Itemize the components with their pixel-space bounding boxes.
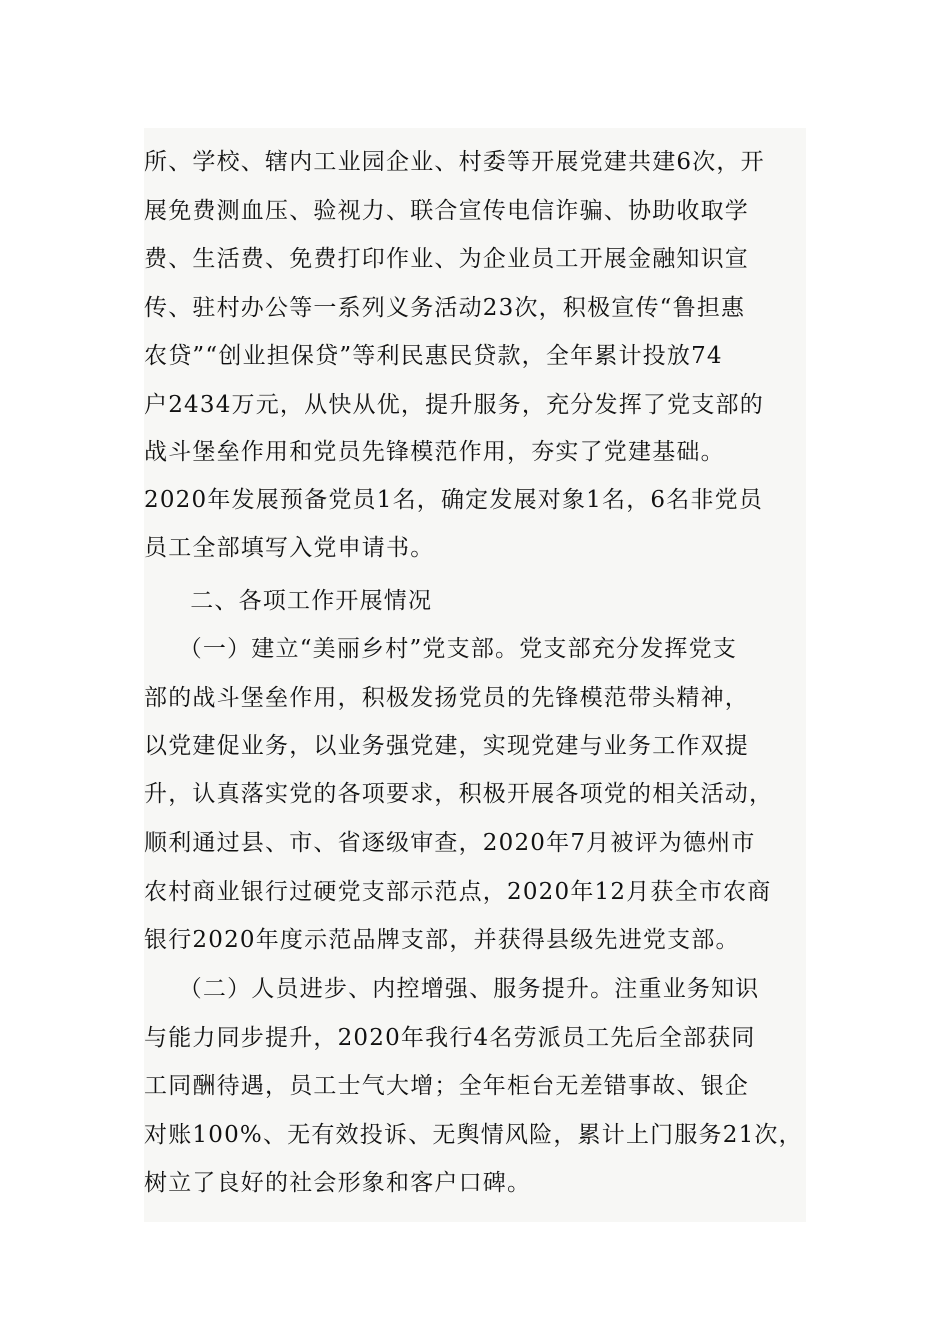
text-line: 农贷”“创业担保贷”等利民惠民贷款，全年累计投放74 xyxy=(144,343,723,369)
text-line: 升，认真落实党的各项要求，积极开展各项党的相关活动， xyxy=(144,781,774,807)
text-line: 户2434万元，从快从优，提升服务，充分发挥了党支部的 xyxy=(144,392,764,418)
text-line: （一）建立“美丽乡村”党支部。党支部充分发挥党支 xyxy=(166,636,738,662)
text-line: 顺利通过县、市、省逐级审查，2020年7月被评为德州市 xyxy=(144,830,756,856)
text-line: 展免费测血压、验视力、联合宣传电信诈骗、协助收取学 xyxy=(144,198,749,224)
text-line: 工同酬待遇，员工士气大增；全年柜台无差错事故、银企 xyxy=(144,1073,749,1099)
text-line: 以党建促业务，以业务强党建，实现党建与业务工作双提 xyxy=(144,733,749,759)
text-line: 与能力同步提升，2020年我行4名劳派员工先后全部获同 xyxy=(144,1025,756,1051)
document-text-block xyxy=(144,128,806,1222)
text-line: （二）人员进步、内控增强、服务提升。注重业务知识 xyxy=(166,976,760,1002)
section-heading: 二、各项工作开展情况 xyxy=(166,588,433,614)
text-line: 树立了良好的社会形象和客户口碑。 xyxy=(144,1170,532,1196)
text-line: 传、驻村办公等一系列义务活动23次，积极宣传“鲁担惠 xyxy=(144,295,746,321)
text-line: 费、生活费、免费打印作业、为企业员工开展金融知识宣 xyxy=(144,246,749,272)
text-line: 所、学校、辖内工业园企业、村委等开展党建共建6次，开 xyxy=(144,149,765,175)
text-line: 战斗堡垒作用和党员先锋模范作用，夯实了党建基础。 xyxy=(144,439,725,465)
text-line: 部的战斗堡垒作用，积极发扬党员的先锋模范带头精神， xyxy=(144,685,749,711)
text-line: 员工全部填写入党申请书。 xyxy=(144,535,435,561)
text-line: 2020年发展预备党员1名，确定发展对象1名，6名非党员 xyxy=(144,487,764,513)
text-line: 对账100%、无有效投诉、无舆情风险，累计上门服务21次， xyxy=(144,1122,803,1148)
text-line: 农村商业银行过硬党支部示范点，2020年12月获全市农商 xyxy=(144,879,772,905)
text-line: 银行2020年度示范品牌支部，并获得县级先进党支部。 xyxy=(144,927,740,953)
